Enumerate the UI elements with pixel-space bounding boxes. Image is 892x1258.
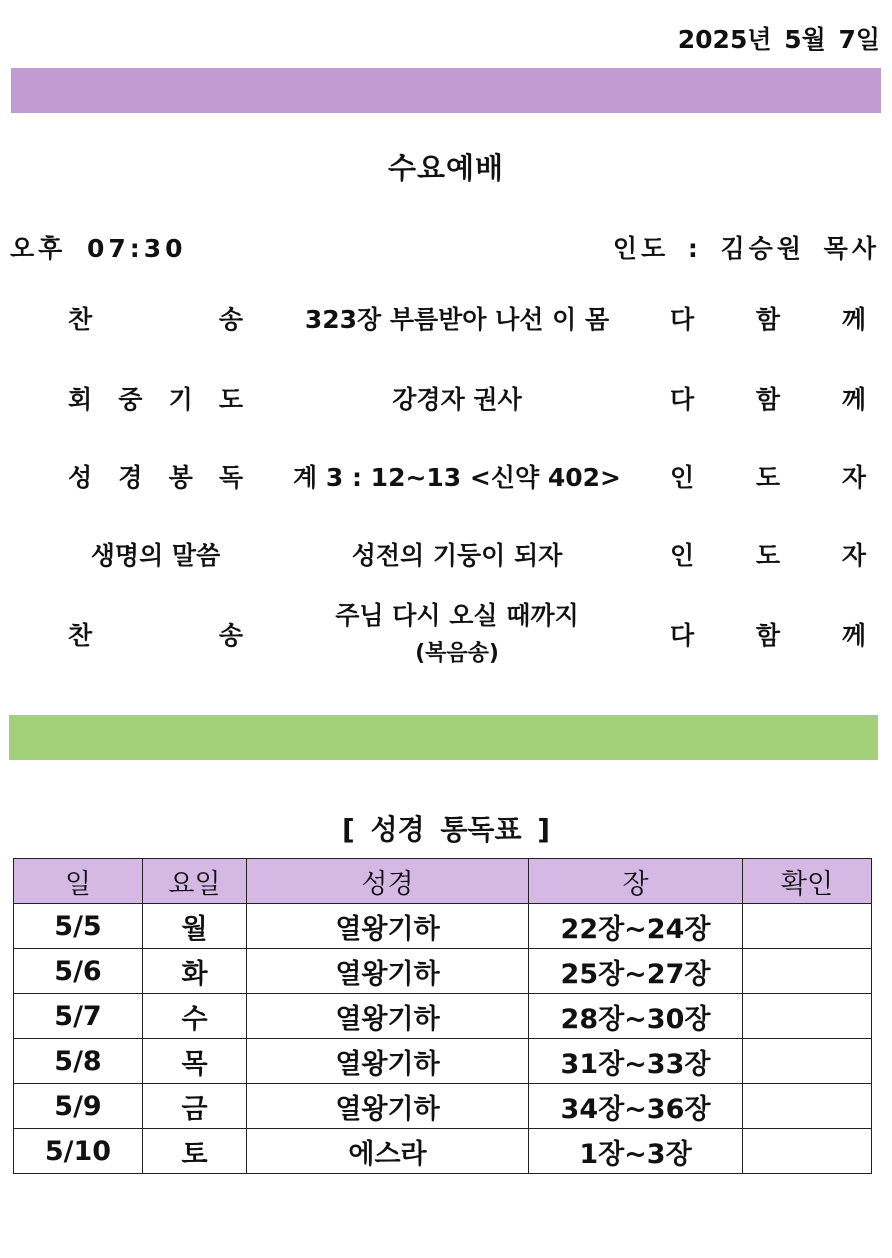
table-header-row — [14, 859, 872, 904]
order-content-main: 계 3 : 12~13 <신약 402> — [293, 463, 621, 492]
cell-check[interactable] — [743, 1084, 872, 1129]
cell-day: 5/10 — [14, 1129, 143, 1174]
order-content — [262, 380, 652, 416]
cell-day: 5/5 — [14, 904, 143, 949]
cell-book: 열왕기하 — [247, 949, 529, 994]
cell-chapters: 1장~3장 — [529, 1129, 743, 1174]
order-responsible: 인 도 자 — [670, 541, 866, 570]
bulletin-date: 2025년 5월 7일 — [677, 25, 880, 54]
cell-weekday: 목 — [143, 1039, 247, 1084]
order-content-main: 강경자 권사 — [392, 385, 522, 414]
cell-check[interactable] — [743, 994, 872, 1039]
reading-plan-title: [ 성경 통독표 ] — [341, 813, 551, 846]
order-label: 찬 송 — [68, 621, 243, 650]
header-check: 확인 — [743, 859, 872, 904]
order-label: 회 중 기 도 — [68, 385, 243, 414]
order-content — [262, 596, 652, 667]
cell-book: 에스라 — [247, 1129, 529, 1174]
order-content-main: 성전의 기둥이 되자 — [351, 541, 563, 570]
cell-weekday: 수 — [143, 994, 247, 1039]
cell-weekday: 금 — [143, 1084, 247, 1129]
table-row — [14, 1039, 872, 1084]
header-book: 성경 — [247, 859, 529, 904]
cell-weekday: 화 — [143, 949, 247, 994]
order-label: 찬 송 — [68, 305, 243, 334]
cell-check[interactable] — [743, 1039, 872, 1084]
order-content — [262, 300, 652, 336]
service-time: 오후 07:30 — [10, 234, 187, 263]
service-leader: 인도 : 김승원 목사 — [612, 234, 880, 263]
header-weekday: 요일 — [143, 859, 247, 904]
cell-day: 5/8 — [14, 1039, 143, 1084]
header-chapters: 장 — [529, 859, 743, 904]
order-content — [262, 458, 652, 494]
cell-book: 열왕기하 — [247, 904, 529, 949]
cell-book: 열왕기하 — [247, 994, 529, 1039]
cell-chapters: 31장~33장 — [529, 1039, 743, 1084]
table-row — [14, 1129, 872, 1174]
cell-check[interactable] — [743, 1129, 872, 1174]
order-responsible: 다 함 께 — [670, 305, 866, 334]
cell-book: 열왕기하 — [247, 1039, 529, 1084]
order-label: 생명의 말씀 — [90, 541, 221, 570]
order-content-sub: (복음송) — [415, 641, 499, 666]
table-row — [14, 949, 872, 994]
service-title: 수요예배 — [387, 151, 505, 185]
order-responsible: 다 함 께 — [670, 621, 866, 650]
cell-chapters: 22장~24장 — [529, 904, 743, 949]
order-content-main: 323장 부름받아 나선 이 몸 — [304, 305, 610, 334]
order-responsible: 다 함 께 — [670, 385, 866, 414]
order-content-main: 주님 다시 오실 때까지 — [335, 601, 579, 630]
cell-chapters: 34장~36장 — [529, 1084, 743, 1129]
cell-weekday: 월 — [143, 904, 247, 949]
cell-day: 5/7 — [14, 994, 143, 1039]
cell-chapters: 28장~30장 — [529, 994, 743, 1039]
section-divider-bar — [9, 715, 878, 760]
order-content — [262, 536, 652, 572]
table-row — [14, 994, 872, 1039]
cell-check[interactable] — [743, 949, 872, 994]
order-label: 성 경 봉 독 — [68, 463, 243, 492]
header-color-bar — [11, 68, 881, 113]
table-row — [14, 1084, 872, 1129]
cell-check[interactable] — [743, 904, 872, 949]
cell-chapters: 25장~27장 — [529, 949, 743, 994]
header-day: 일 — [14, 859, 143, 904]
cell-book: 열왕기하 — [247, 1084, 529, 1129]
cell-day: 5/9 — [14, 1084, 143, 1129]
cell-weekday: 토 — [143, 1129, 247, 1174]
cell-day: 5/6 — [14, 949, 143, 994]
reading-plan-table — [13, 858, 872, 1174]
order-responsible: 인 도 자 — [670, 463, 866, 492]
table-row — [14, 904, 872, 949]
